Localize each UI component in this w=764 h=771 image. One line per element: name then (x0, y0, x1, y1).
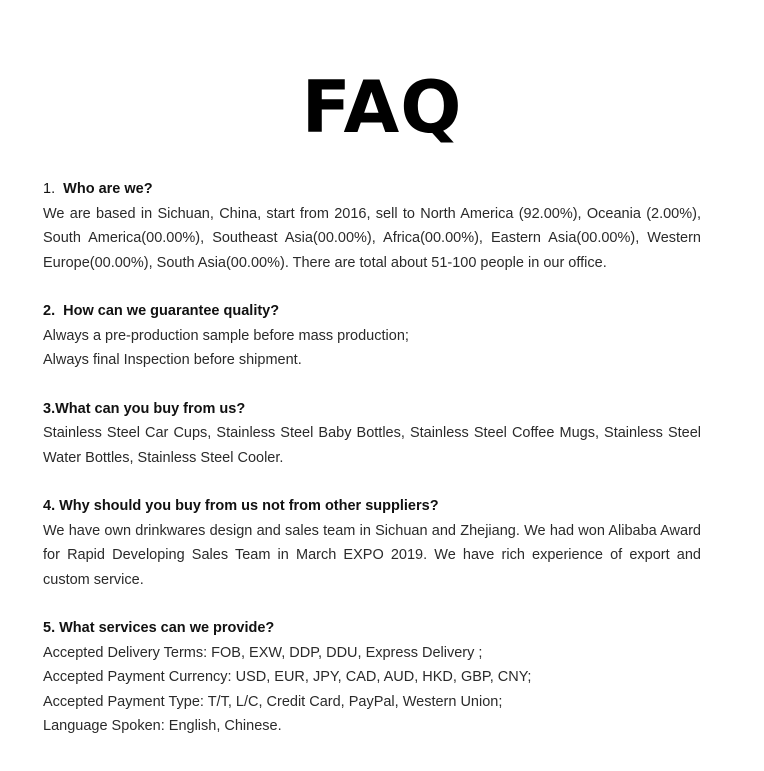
question-number: 4. (43, 498, 56, 514)
faq-answer-line: Always final Inspection before shipment. (43, 352, 302, 368)
faq-item-services (43, 616, 701, 739)
faq-answer-line: Accepted Payment Type: T/T, L/C, Credit Card, PayPal, Western Union; (43, 693, 503, 710)
page-title: FAQ (301, 65, 463, 149)
question-text: How can we guarantee quality? (63, 303, 280, 319)
faq-item-products (43, 397, 701, 471)
faq-answer-line: Always a pre-production sample before mass production; (43, 327, 409, 344)
faq-question (43, 616, 701, 641)
question-text: Why should you buy from us not from other suppliers? (59, 498, 439, 514)
faq-item-who-are-we (43, 177, 701, 275)
faq-answer: We are based in Sichuan, China, start from 2016, sell to North America (92.00%), Oceania (2.00%), South America(00.00%), Southeast Asia(00.00%), Africa(00.00%), Eastern Asia(00.00%), Western Europe(00.00%), South Asia(00.00%). There are total about 51-100 people in our office. (43, 205, 701, 271)
question-text: Who are we? (63, 181, 153, 197)
question-number: 1. (43, 181, 56, 197)
faq-answer: We have own drinkwares design and sales team in Sichuan and Zhejiang. We had won Alibaba Award for Rapid Developing Sales Team in March EXPO 2019. We have rich experience of export and custom service. (43, 522, 701, 588)
question-number: 3. (43, 400, 56, 417)
question-text: What services can we provide? (59, 620, 275, 636)
faq-answer-line: Accepted Payment Currency: USD, EUR, JPY, CAD, AUD, HKD, GBP, CNY; (43, 669, 532, 685)
faq-question (43, 494, 701, 519)
faq-item-why-us (43, 494, 701, 592)
faq-question (43, 299, 701, 324)
faq-answer-line: Language Spoken: English, Chinese. (43, 718, 282, 734)
faq-answer-line: Accepted Delivery Terms: FOB, EXW, DDP, DDU, Express Delivery ; (43, 644, 483, 661)
faq-question (43, 177, 701, 202)
faq-item-quality (43, 299, 701, 373)
question-number: 5. (43, 620, 56, 636)
faq-list (43, 177, 701, 763)
faq-question (43, 397, 701, 422)
question-number: 2. (43, 303, 56, 319)
question-text: What can you buy from us? (55, 400, 246, 417)
faq-answer: Stainless Steel Car Cups, Stainless Steel Baby Bottles, Stainless Steel Coffee Mugs, Stainless Steel Water Bottles, Stainless Steel Cooler. (43, 425, 701, 466)
